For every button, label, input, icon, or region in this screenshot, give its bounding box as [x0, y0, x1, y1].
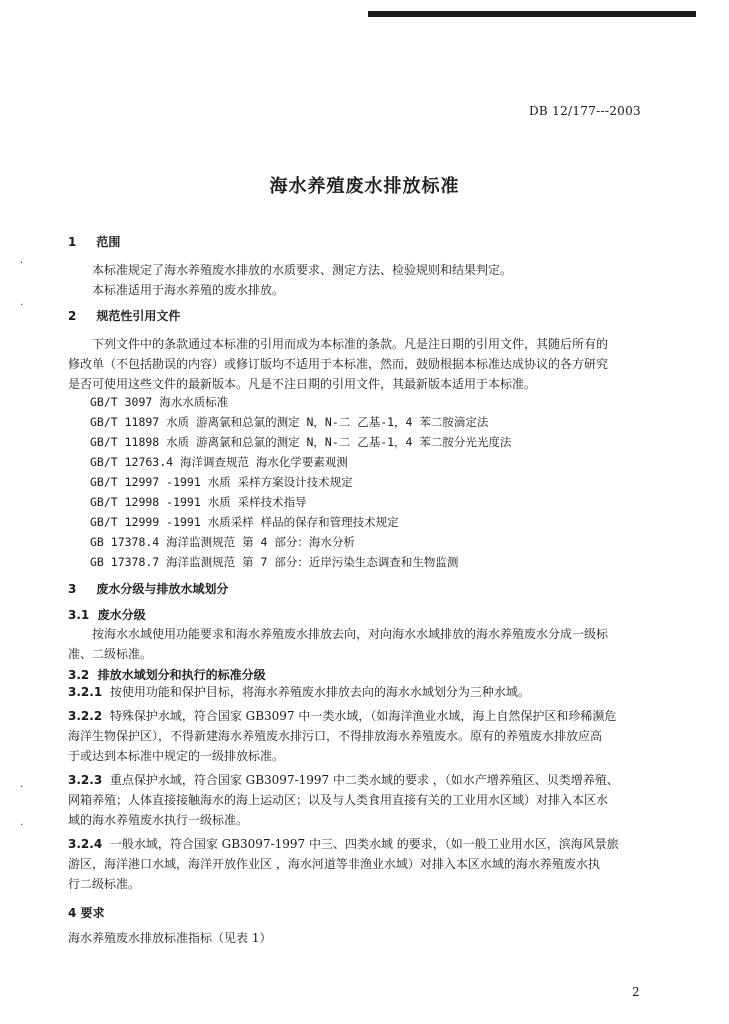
section-1-para-2: 本标准适用于海水养殖的废水排放。	[92, 283, 285, 297]
section-3-2-3-line-1: 3.2.3 重点保护水域，符合国家 GB3097-1997 中二类水域的要求 ，（如水产增养殖区、贝类增养殖、	[68, 773, 619, 787]
section-2-intro-line-2: 修改单（不包括勘误的内容）或修订版均不适用于本标准，然而，鼓励根据本标准达成协议的各方研究	[68, 357, 609, 371]
reference-item: GB 17378.7 海洋监测规范 第 7 部分：近岸污染生态调查和生物监测	[90, 555, 459, 569]
scan-artifact-mark: ·	[20, 258, 24, 269]
section-3-2-3-line-3: 域的海水养殖废水执行一级标准。	[68, 813, 249, 827]
page-title: 海水养殖废水排放标准	[269, 176, 460, 197]
header-rule	[368, 11, 696, 17]
section-3-2-2-line-3: 于或达到本标准中规定的一级排放标准。	[68, 749, 285, 763]
section-3-2-2-line-1: 3.2.2 特殊保护水域，符合国家 GB3097 中一类水域，（如海洋渔业水域，海上自然保护区和珍稀濒危	[68, 709, 617, 723]
reference-item: GB/T 12999 -1991 水质采样 样品的保存和管理技术规定	[90, 515, 399, 529]
document-number: DB 12/177---2003	[529, 104, 641, 118]
reference-item: GB 17378.4 海洋监测规范 第 4 部分：海水分析	[90, 535, 355, 549]
section-3-2-3-line-2: 网箱养殖；人体直接接触海水的海上运动区；以及与人类食用直接有关的工业用水区域）对排入本区水	[68, 793, 609, 807]
section-4-heading: 4 要求	[68, 906, 105, 920]
reference-item: GB/T 11897 水质 游离氯和总氯的测定 N，N-二 乙基-1，4 苯二胺滴定法	[90, 415, 489, 429]
reference-item: GB/T 3097 海水水质标准	[90, 395, 229, 409]
section-3-2-4-line-1: 3.2.4 一般水域，符合国家 GB3097-1997 中三、四类水域 的要求，（如一般工业用水区，滨海风景旅	[68, 837, 619, 851]
section-3-1-line-1: 按海水水域使用功能要求和海水养殖废水排放去向，对向海水水域排放的海水养殖废水分成一级标	[92, 627, 609, 641]
section-2-intro-line-3: 是否可使用这些文件的最新版本。凡是不注日期的引用文件，其最新版本适用于本标准。	[68, 377, 537, 391]
scan-artifact-mark: ·	[20, 820, 24, 831]
reference-item: GB/T 12997 -1991 水质 采样方案设计技术规定	[90, 475, 353, 489]
section-1-para-1: 本标准规定了海水养殖废水排放的水质要求、测定方法、检验规则和结果判定。	[92, 263, 513, 277]
scan-artifact-mark: ·	[20, 300, 24, 311]
section-3-2-1-line-1: 3.2.1 按使用功能和保护目标，将海水养殖废水排放去向的海水水域划分为三种水域。	[68, 685, 530, 699]
section-3-2-2-line-2: 海洋生物保护区），不得新建海水养殖废水排污口，不得排放海水养殖废水。原有的养殖废水排放应高	[68, 729, 603, 743]
reference-item: GB/T 12998 -1991 水质 采样技术指导	[90, 495, 307, 509]
section-2-intro-line-1: 下列文件中的条款通过本标准的引用而成为本标准的条款。凡是注日期的引用文件，其随后所有的	[92, 337, 609, 351]
section-3-2-heading: 3.2 排放水域划分和执行的标准分级	[68, 668, 266, 682]
section-3-1-line-2: 准、二级标准。	[68, 647, 153, 661]
section-3-2-4-line-2: 游区，海洋港口水域，海洋开放作业区 ，海水河道等非渔业水域）对排入本区水域的海水养殖废水执	[68, 857, 600, 871]
reference-item: GB/T 11898 水质 游离氯和总氯的测定 N，N-二 乙基-1，4 苯二胺分光光度法	[90, 435, 512, 449]
page-number: 2	[632, 985, 640, 999]
reference-item: GB/T 12763.4 海洋调查规范 海水化学要素观测	[90, 455, 348, 469]
section-3-heading: 3 废水分级与排放水域划分	[68, 582, 229, 596]
section-3-2-4-line-3: 行二级标准。	[68, 877, 141, 891]
section-1-heading: 1 范围	[68, 235, 121, 249]
scan-artifact-mark: ·	[20, 782, 24, 793]
section-2-heading: 2 规范性引用文件	[68, 309, 181, 323]
section-3-1-heading: 3.1 废水分级	[68, 608, 146, 622]
section-4-line: 海水养殖废水排放标准指标（见表 1）	[68, 931, 272, 945]
